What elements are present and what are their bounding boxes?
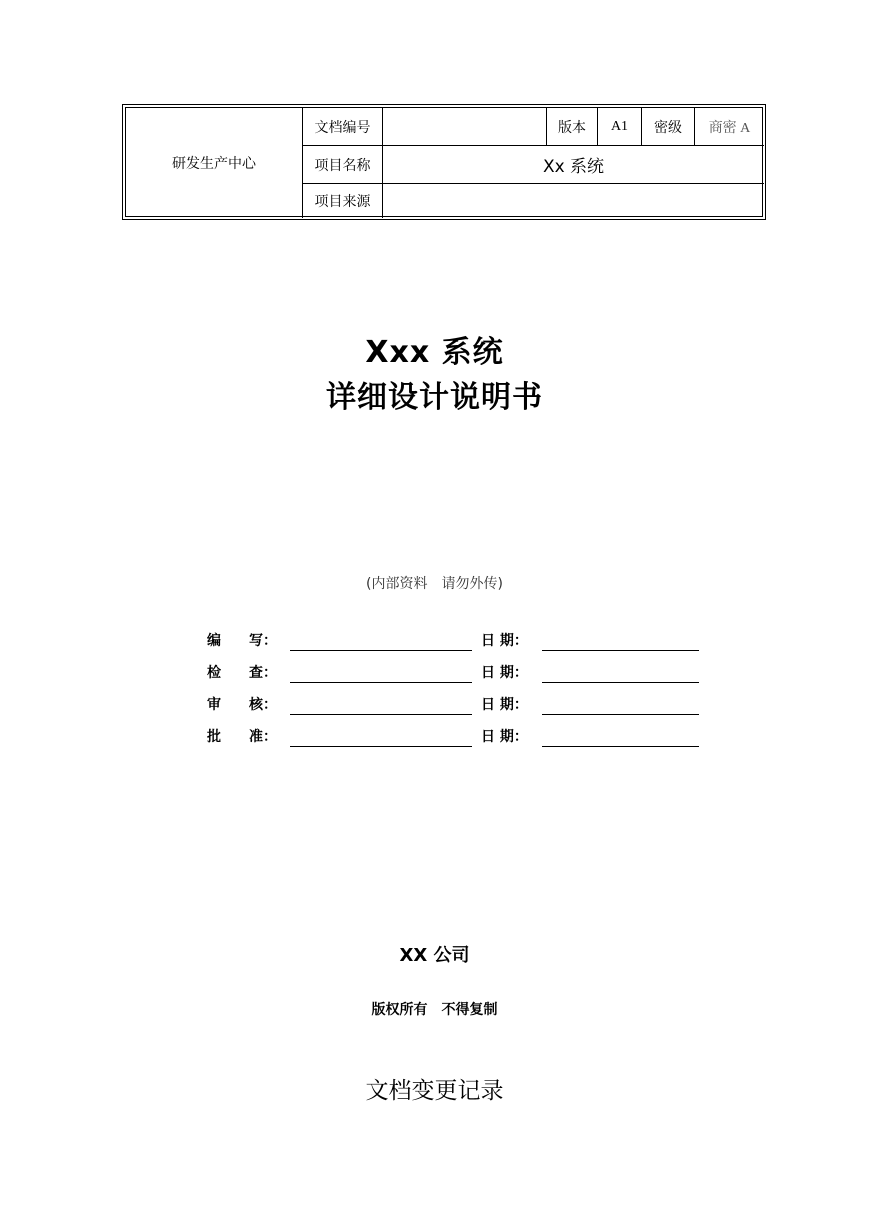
date-label: 日 期：: [481, 633, 528, 649]
signature-line: [290, 650, 472, 651]
signature-row-approver: [0, 720, 869, 752]
confidential-note: (内部资料 请勿外传): [366, 576, 503, 592]
signature-label: 批 准：: [207, 729, 277, 745]
project-source-label-cell: [302, 183, 382, 218]
signature-line: [290, 682, 472, 683]
doc-number-label: 文档编号: [314, 119, 371, 136]
project-name-label: 项目名称: [314, 157, 371, 174]
signature-line: [290, 746, 472, 747]
signature-label: 检 查：: [207, 665, 277, 681]
document-title-line1: Xxx 系统: [365, 335, 504, 370]
doc-number-value-cell: [382, 108, 546, 145]
project-name-label-cell: [302, 145, 382, 183]
version-value-cell: [597, 108, 641, 145]
secrecy-value: 商密 A: [708, 120, 751, 136]
signature-row-author: [0, 624, 869, 656]
project-source-value-cell: [382, 183, 764, 218]
version-value: A1: [610, 118, 629, 134]
doc-number-label-cell: [302, 108, 382, 145]
company-name: XX 公司: [399, 945, 470, 966]
secrecy-label-cell: [641, 108, 694, 145]
date-line: [542, 650, 699, 651]
secrecy-label: 密级: [654, 119, 682, 136]
signature-label: 审 核：: [207, 697, 277, 713]
version-label: 版本: [558, 119, 586, 136]
copyright-notice: 版权所有 不得复制: [371, 1002, 498, 1018]
secrecy-value-cell: [694, 108, 764, 145]
date-label: 日 期：: [481, 729, 528, 745]
project-source-label: 项目来源: [314, 194, 371, 210]
date-line: [542, 682, 699, 683]
date-line: [542, 714, 699, 715]
project-name-value-cell: [382, 145, 764, 183]
signature-row-reviewer: [0, 688, 869, 720]
date-line: [542, 746, 699, 747]
signature-line: [290, 714, 472, 715]
changelog-heading: 文档变更记录: [365, 1078, 504, 1104]
signature-label: 编 写：: [207, 633, 277, 649]
department-cell: [126, 108, 302, 218]
document-header-table: [122, 104, 766, 220]
project-name-value: Xx 系统: [542, 157, 605, 177]
document-title-line2: 详细设计说明书: [326, 380, 543, 415]
signature-row-checker: [0, 656, 869, 688]
version-label-cell: [546, 108, 597, 145]
date-label: 日 期：: [481, 697, 528, 713]
department-text: 研发生产中心: [172, 156, 256, 172]
date-label: 日 期：: [481, 665, 528, 681]
